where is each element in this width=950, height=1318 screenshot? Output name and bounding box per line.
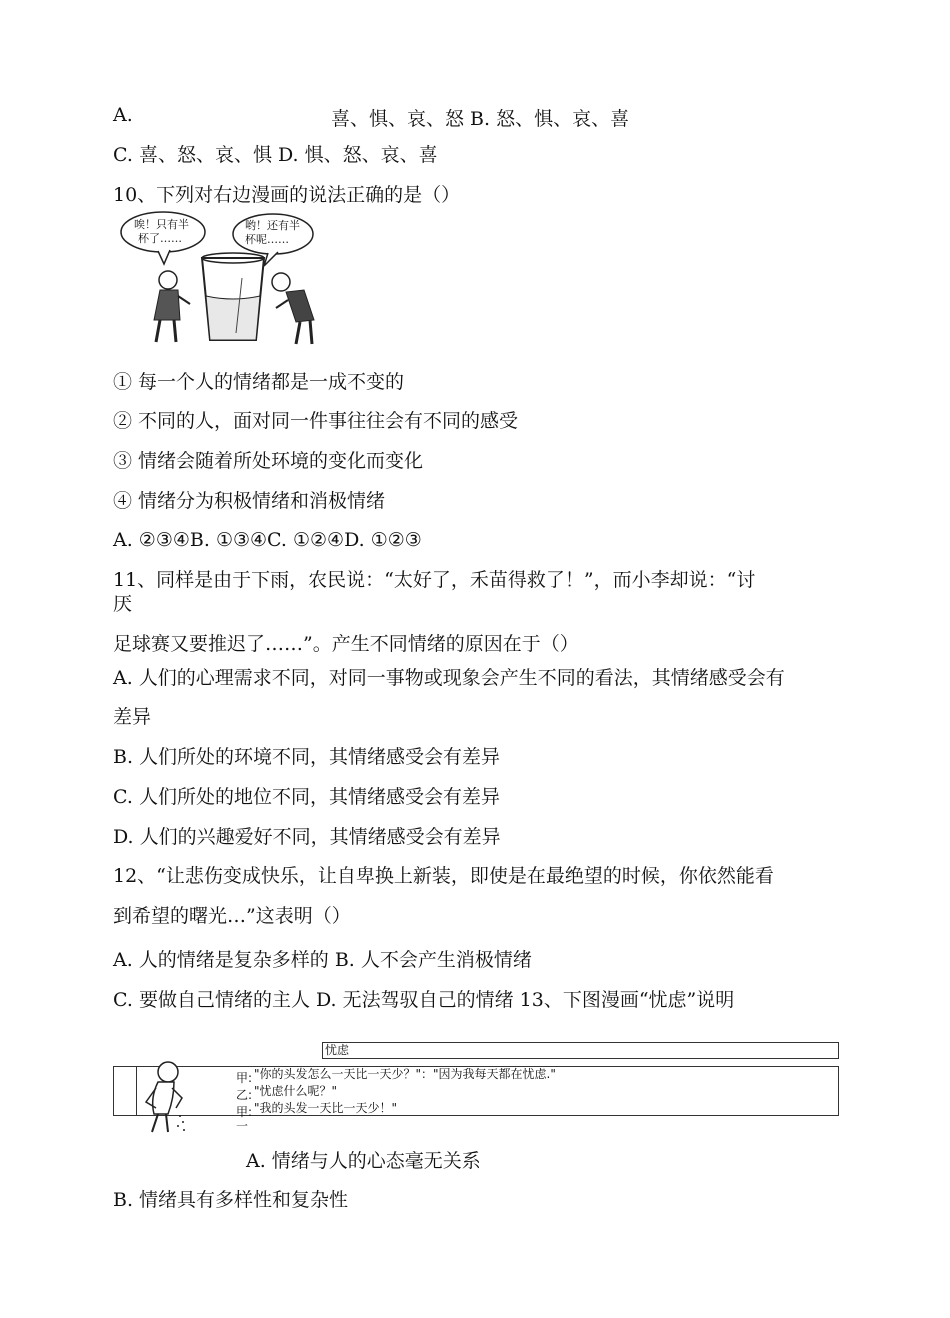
dialogue-line-1: "你的头发怎么一天比一天少？"："因为我每天都在忧虑." — [254, 1067, 556, 1081]
q10-statement-4: ④ 情绪分为积极情绪和消极情绪 — [113, 490, 386, 512]
dialogue-line-3: "我的头发一天比一天少！" — [254, 1101, 398, 1115]
worried-man-figure — [128, 1058, 198, 1136]
q10-statement-2: ② 不同的人，面对同一件事往往会有不同的感受 — [113, 410, 519, 432]
speaker-mark: 一 — [236, 1119, 249, 1133]
q11-option-b: B. 人们所处的环境不同，其情绪感受会有差异 — [113, 746, 501, 768]
q9-option-a-label: A. — [113, 104, 133, 126]
q11-option-c: C. 人们所处的地位不同，其情绪感受会有差异 — [113, 786, 500, 808]
speaker-yi: 乙: — [236, 1088, 253, 1102]
q12-stem-line2: 到希望的曙光…”这表明（） — [113, 905, 351, 927]
q10-stem: 10、下列对右边漫画的说法正确的是（） — [113, 184, 461, 206]
q11-option-d: D. 人们的兴趣爱好不同，其情绪感受会有差异 — [113, 826, 501, 848]
q11-stem-line2: 厌 — [113, 593, 133, 615]
dialogue-line-2: "忧虑什么呢？" — [254, 1084, 338, 1098]
q13-option-a: A. 情绪与人的心态毫无关系 — [246, 1150, 481, 1172]
q11-stem-line3: 足球赛又要推迟了……”。产生不同情绪的原因在于（） — [113, 633, 579, 655]
q11-stem-line1: 11、同样是由于下雨，农民说：“太好了，禾苗得救了！”，而小李却说：“讨 — [113, 569, 756, 591]
q11-option-a-line1: A. 人们的心理需求不同，对同一事物或现象会产生不同的看法，其情绪感受会有 — [113, 667, 785, 689]
q10-options: A. ②③④B. ①③④C. ①②④D. ①②③ — [113, 529, 422, 551]
q10-statement-3: ③ 情绪会随着所处环境的变化而变化 — [113, 450, 424, 472]
q12-options-line2: C. 要做自己情绪的主人 D. 无法驾驭自己的情绪 13、下图漫画“忧虑”说明 — [113, 989, 735, 1011]
worry-cartoon-title: 忧虑 — [322, 1042, 839, 1059]
speaker-jia-2: 甲: — [236, 1105, 253, 1119]
bubble-left-line1: 唉！只有半 — [134, 218, 189, 231]
half-glass-cartoon — [118, 208, 330, 350]
q13-option-b: B. 情绪具有多样性和复杂性 — [113, 1189, 349, 1211]
bubble-right-line1: 哟！还有半 — [245, 219, 300, 232]
q12-options-line1: A. 人的情绪是复杂多样的 B. 人不会产生消极情绪 — [113, 949, 532, 971]
q9-options-line1: 喜、惧、哀、怒 B. 怒、惧、哀、喜 — [331, 108, 630, 130]
q12-stem-line1: 12、“让悲伤变成快乐，让自卑换上新装，即使是在最绝望的时候，你依然能看 — [113, 865, 774, 887]
bubble-right-line2: 杯呢…… — [245, 233, 289, 246]
q10-statement-1: ① 每一个人的情绪都是一成不变的 — [113, 371, 405, 393]
bubble-left-line2: 杯了…… — [138, 232, 182, 245]
speaker-jia-1: 甲: — [236, 1071, 253, 1085]
q9-options-line2: C. 喜、怒、哀、惧 D. 惧、怒、哀、喜 — [113, 144, 438, 166]
q11-option-a-line2: 差异 — [113, 706, 152, 728]
